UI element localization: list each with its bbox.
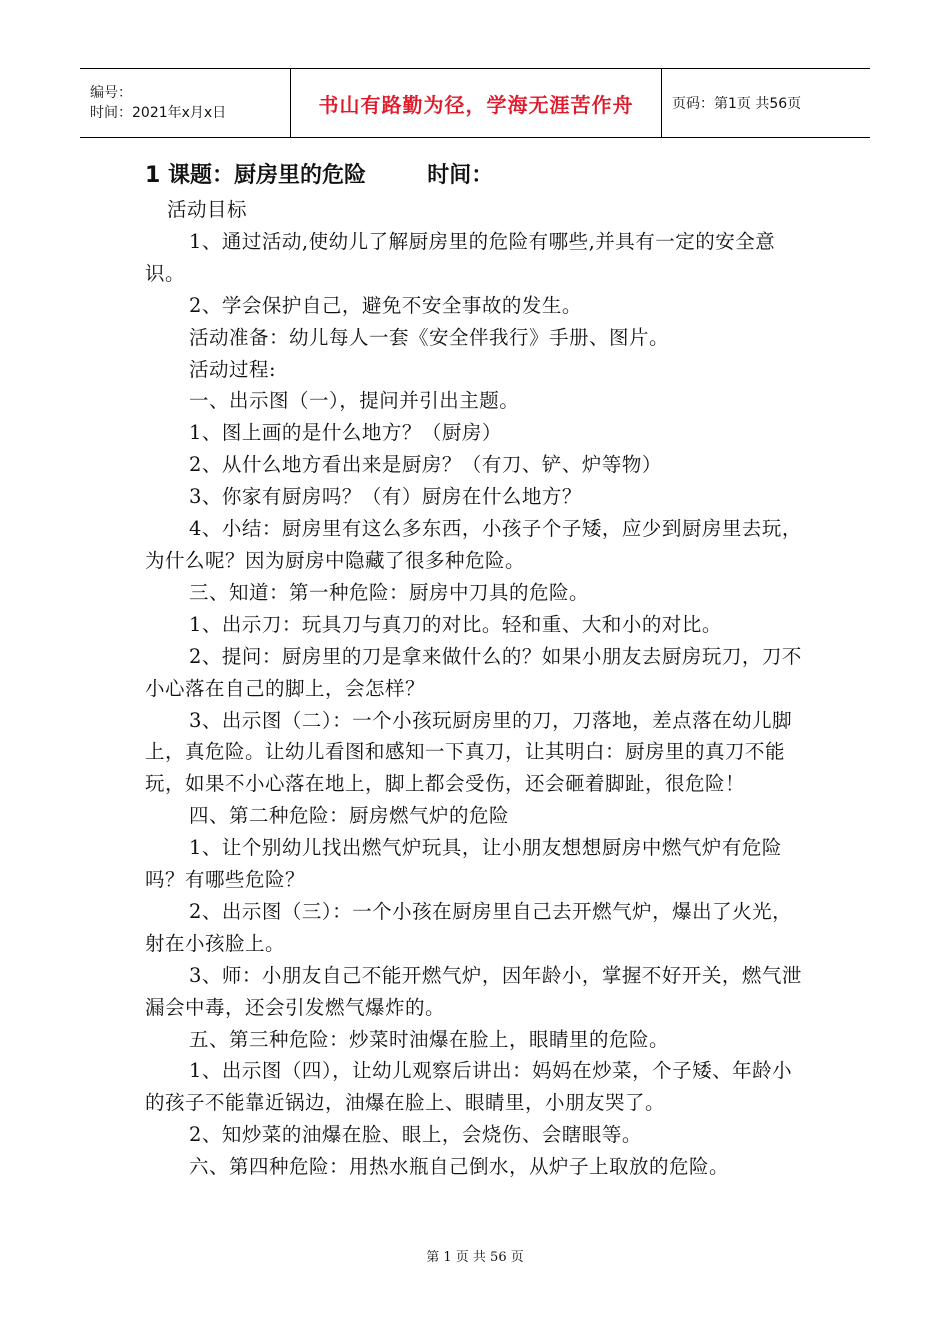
- paragraph: 3、出示图（二）：一个小孩玩厨房里的刀，刀落地，差点落在幼儿脚上，真危险。让幼儿看图和感知一下真刀，让其明白：厨房里的真刀不能玩，如果不小心落在地上，脚上都会受伤，还会砸着脚趾，很危险！: [145, 708, 793, 796]
- paragraph: 2、从什么地方看出来是厨房？（有刀、铲、炉等物）: [189, 453, 662, 477]
- paragraph: 六、第四种危险：用热水瓶自己倒水，从炉子上取放的危险。: [189, 1155, 730, 1179]
- document-body: [145, 158, 810, 1183]
- paragraph: 活动准备：幼儿每人一套《安全伴我行》手册、图片。: [189, 325, 670, 349]
- paragraph: 1、出示刀：玩具刀与真刀的对比。轻和重、大和小的对比。: [189, 612, 722, 636]
- paragraph: 3、师：小朋友自己不能开燃气炉，因年龄小，掌握不好开关，燃气泄漏会中毒，还会引发燃气爆炸的。: [145, 963, 802, 1019]
- paragraph: 3、你家有厨房吗？（有）厨房在什么地方？: [189, 485, 582, 509]
- motto-text: 书山有路勤为径，学海无涯苦作舟: [318, 92, 634, 117]
- paragraph: 2、出示图（三）：一个小孩在厨房里自己去开燃气炉，爆出了火光，射在小孩脸上。: [145, 899, 793, 955]
- header-motto-cell: [291, 69, 662, 137]
- document-number-label: 编号：: [90, 85, 132, 101]
- paragraph: 2、知炒菜的油爆在脸、眼上，会烧伤、会瞎眼等。: [189, 1123, 642, 1147]
- paragraph: 四、第二种危险：厨房燃气炉的危险: [189, 804, 510, 828]
- paragraph: 五、第三种危险：炒菜时油爆在脸上，眼睛里的危险。: [189, 1027, 670, 1051]
- paragraph: 1、让个别幼儿找出燃气炉玩具，让小朋友想想厨房中燃气炉有危险吗？有哪些危险？: [145, 836, 782, 892]
- paragraph: 活动目标: [167, 198, 248, 221]
- paragraph: 1、通过活动,使幼儿了解厨房里的危险有哪些,并具有一定的安全意识。: [145, 229, 776, 285]
- paragraph: 三、知道：第一种危险：厨房中刀具的危险。: [189, 580, 590, 604]
- header-meta: [80, 69, 291, 137]
- paragraph: 活动过程:: [189, 357, 277, 381]
- page-footer: 第 1 页 共 56 页: [426, 1250, 524, 1265]
- lesson-title: 1 课题：厨房里的危险 时间：: [145, 163, 494, 188]
- page-header: [80, 68, 870, 138]
- paragraph: 1、出示图（四），让幼儿观察后讲出：妈妈在炒菜，个子矮、年龄小的孩子不能靠近锅边，油爆在脸上、眼睛里，小朋友哭了。: [145, 1059, 793, 1115]
- paragraph: 一、出示图（一），提问并引出主题。: [189, 389, 520, 413]
- paragraph: 2、学会保护自己，避免不安全事故的发生。: [189, 293, 582, 317]
- paragraph: 1、图上画的是什么地方？（厨房）: [189, 421, 502, 445]
- paragraph: 2、提问：厨房里的刀是拿来做什么的？如果小朋友去厨房玩刀，刀不小心落在自己的脚上，会怎样？: [145, 644, 802, 700]
- paragraph: 4、小结：厨房里有这么多东西，小孩子个子矮，应少到厨房里去玩，为什么呢？因为厨房中隐藏了很多种危险。: [145, 517, 802, 572]
- header-page-cell: [662, 69, 870, 137]
- document-date-label: 时间：2021年x月x日: [90, 105, 227, 121]
- page-number-label: 页码：第1页 共56页: [672, 96, 802, 112]
